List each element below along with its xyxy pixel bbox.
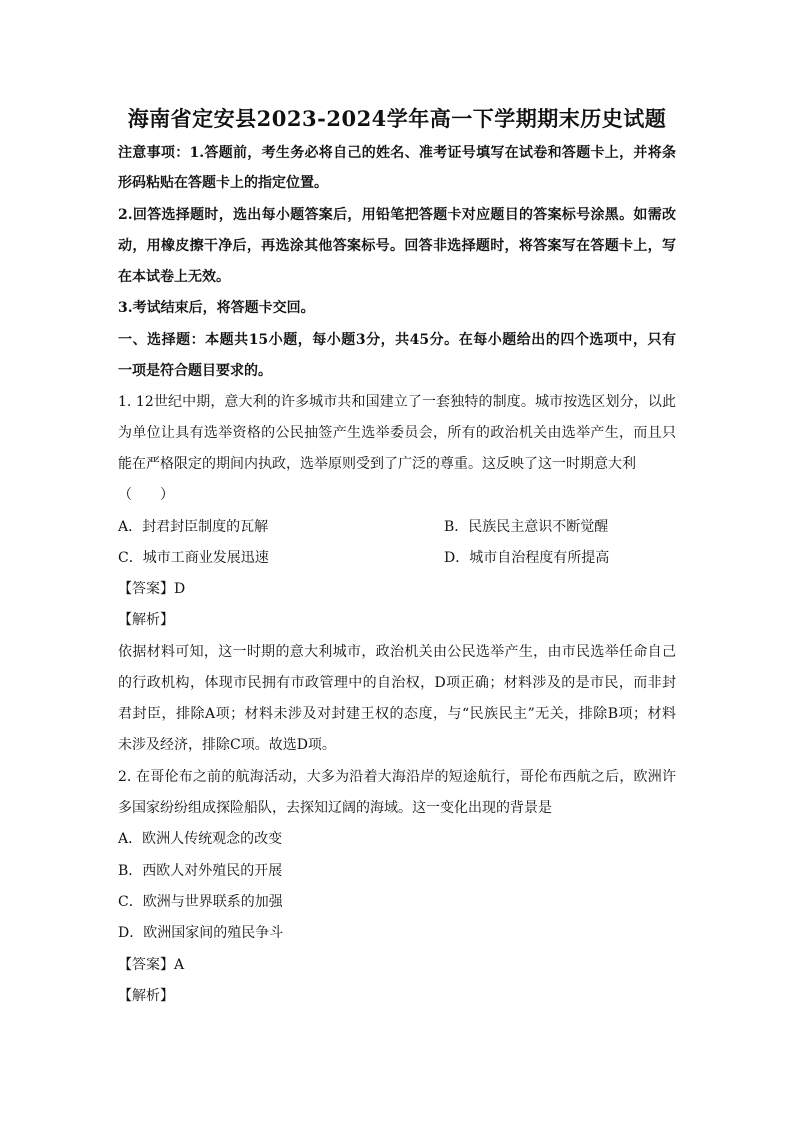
question-2-option-b: B．西欧人对外殖民的开展: [118, 863, 283, 879]
question-1-stem-line: 为单位让具有选举资格的公民抽签产生选举委员会，所有的政治机关由选举产生，而且只: [118, 425, 676, 441]
question-2-stem-line: 2. 在哥伦布之前的航海活动，大多为沿着大海沿岸的短途航行，哥伦布西航之后，欧洲许: [118, 769, 676, 785]
notice-line: 在本试卷上无效。: [118, 269, 230, 285]
section-heading-line: 一、选择题：本题共15小题，每小题3分，共45分。在每小题给出的四个选项中，只有: [118, 332, 676, 348]
question-1-option-a: A．封君封臣制度的瓦解: [118, 519, 269, 535]
question-1-analysis-label: 【解析】: [118, 612, 174, 628]
notice-line: 3.考试结束后，将答题卡交回。: [118, 300, 315, 316]
notice-line: 注意事项：1.答题前，考生务必将自己的姓名、准考证号填写在试卷和答题卡上，并将条: [118, 145, 676, 161]
notice-line: 形码粘贴在答题卡上的指定位置。: [118, 175, 328, 191]
question-1-stem-line: （ ）: [118, 487, 174, 503]
question-1-analysis-line: 依据材料可知，这一时期的意大利城市，政治机关由公民选举产生，由市民选举任命自己: [118, 644, 676, 660]
page-title: 海南省定安县2023-2024学年高一下学期期末历史试题: [127, 106, 667, 131]
question-1-option-c: C．城市工商业发展迅速: [118, 550, 269, 566]
question-2-analysis-label: 【解析】: [118, 988, 174, 1004]
notice-line: 动，用橡皮擦干净后，再选涂其他答案标号。回答非选择题时，将答案写在答题卡上，写: [118, 238, 676, 254]
question-2-option-d: D．欧洲国家间的殖民争斗: [118, 925, 284, 941]
question-1-analysis-line: 君封臣，排除A项；材料未涉及对封建王权的态度，与“民族民主”无关，排除B项；材料: [118, 706, 676, 722]
question-2-option-a: A．欧洲人传统观念的改变: [118, 831, 283, 847]
question-1-stem-line: 能在严格限定的期间内执政，选举原则受到了广泛的尊重。这反映了这一时期意大利: [118, 456, 636, 472]
question-1-option-b: B．民族民主意识不断觉醒: [444, 519, 609, 535]
question-2-stem-line: 多国家纷纷组成探险船队，去探知辽阔的海域。这一变化出现的背景是: [118, 800, 552, 816]
question-1-analysis-line: 未涉及经济，排除C项。故选D项。: [118, 737, 336, 753]
question-1-analysis-line: 的行政机构，体现市民拥有市政管理中的自治权，D项正确；材料涉及的是市民，而非封: [118, 675, 676, 691]
question-2-answer: 【答案】A: [118, 957, 185, 973]
question-1-option-d: D．城市自治程度有所提高: [444, 550, 610, 566]
question-2-option-c: C．欧洲与世界联系的加强: [118, 894, 283, 910]
notice-line: 2.回答选择题时，选出每小题答案后，用铅笔把答题卡对应题目的答案标号涂黑。如需改: [118, 207, 676, 223]
section-heading-line: 一项是符合题目要求的。: [118, 363, 272, 379]
question-1-stem-line: 1. 12世纪中期，意大利的许多城市共和国建立了一套独特的制度。城市按选区划分，以此: [118, 394, 676, 410]
question-1-answer: 【答案】D: [118, 581, 186, 597]
